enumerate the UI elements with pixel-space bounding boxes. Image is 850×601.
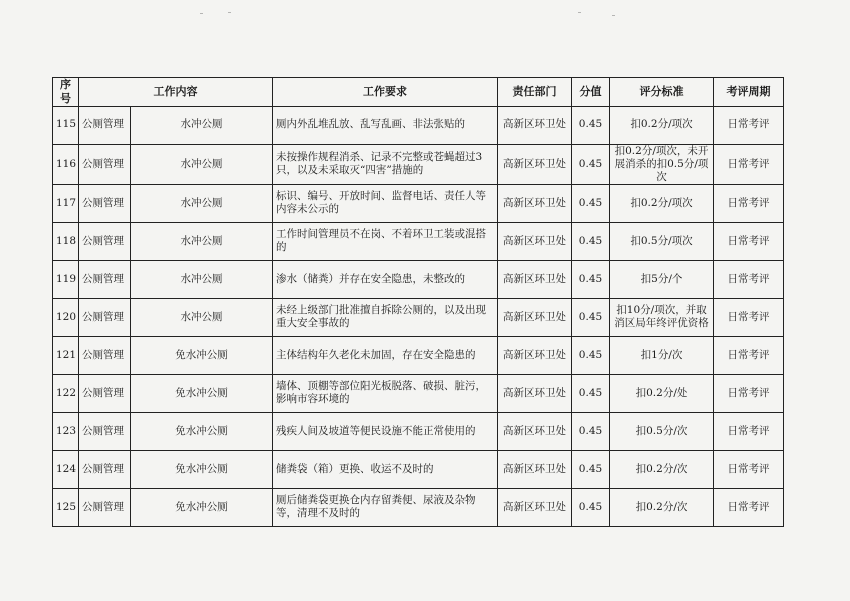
row-cycle: 日常考评 <box>714 374 784 412</box>
row-cycle: 日常考评 <box>714 298 784 336</box>
row-standard: 扣0.2分/项次，未开展消杀的扣0.5分/项次 <box>610 144 714 184</box>
row-subcategory: 水冲公厕 <box>131 144 273 184</box>
row-department: 高新区环卫处 <box>498 106 572 144</box>
row-requirement: 墙体、顶棚等部位阳光板脱落、破损、脏污，影响市容环境的 <box>273 374 498 412</box>
row-department: 高新区环卫处 <box>498 412 572 450</box>
row-number: 115 <box>53 106 79 144</box>
row-category: 公厕管理 <box>79 106 131 144</box>
table-row <box>53 222 784 260</box>
row-requirement: 残疾人间及坡道等便民设施不能正常使用的 <box>273 412 498 450</box>
row-score: 0.45 <box>572 222 610 260</box>
row-department: 高新区环卫处 <box>498 260 572 298</box>
scan-speck <box>228 12 231 13</box>
row-number: 116 <box>53 144 79 184</box>
row-score: 0.45 <box>572 260 610 298</box>
table-row <box>53 412 784 450</box>
row-standard: 扣0.2分/处 <box>610 374 714 412</box>
table-row <box>53 144 784 184</box>
row-standard: 扣0.2分/项次 <box>610 106 714 144</box>
row-subcategory: 免水冲公厕 <box>131 412 273 450</box>
row-subcategory: 水冲公厕 <box>131 222 273 260</box>
row-number: 123 <box>53 412 79 450</box>
row-category: 公厕管理 <box>79 144 131 184</box>
row-score: 0.45 <box>572 336 610 374</box>
row-department: 高新区环卫处 <box>498 222 572 260</box>
header-score: 分值 <box>572 78 610 107</box>
row-department: 高新区环卫处 <box>498 450 572 488</box>
row-department: 高新区环卫处 <box>498 336 572 374</box>
row-standard: 扣0.2分/次 <box>610 450 714 488</box>
table-row <box>53 374 784 412</box>
row-cycle: 日常考评 <box>714 106 784 144</box>
row-category: 公厕管理 <box>79 260 131 298</box>
row-score: 0.45 <box>572 488 610 526</box>
table-row <box>53 106 784 144</box>
row-standard: 扣0.2分/项次 <box>610 184 714 222</box>
row-requirement: 渗水（储粪）并存在安全隐患，未整改的 <box>273 260 498 298</box>
header-department: 责任部门 <box>498 78 572 107</box>
row-standard: 扣0.5分/次 <box>610 412 714 450</box>
row-requirement: 工作时间管理员不在岗、不着环卫工装或混搭的 <box>273 222 498 260</box>
row-category: 公厕管理 <box>79 222 131 260</box>
row-cycle: 日常考评 <box>714 222 784 260</box>
row-cycle: 日常考评 <box>714 336 784 374</box>
row-cycle: 日常考评 <box>714 412 784 450</box>
row-department: 高新区环卫处 <box>498 374 572 412</box>
row-score: 0.45 <box>572 106 610 144</box>
row-number: 121 <box>53 336 79 374</box>
table-row <box>53 336 784 374</box>
table-row <box>53 488 784 526</box>
row-requirement: 主体结构年久老化未加固，存在安全隐患的 <box>273 336 498 374</box>
row-standard: 扣1分/次 <box>610 336 714 374</box>
row-score: 0.45 <box>572 450 610 488</box>
row-standard: 扣10分/项次，并取消区局年终评优资格 <box>610 298 714 336</box>
row-requirement: 厕后储粪袋更换仓内存留粪便、尿液及杂物等，清理不及时的 <box>273 488 498 526</box>
row-number: 120 <box>53 298 79 336</box>
row-subcategory: 水冲公厕 <box>131 260 273 298</box>
row-score: 0.45 <box>572 184 610 222</box>
row-category: 公厕管理 <box>79 184 131 222</box>
row-department: 高新区环卫处 <box>498 298 572 336</box>
table-row <box>53 450 784 488</box>
row-cycle: 日常考评 <box>714 184 784 222</box>
table-row <box>53 298 784 336</box>
row-cycle: 日常考评 <box>714 144 784 184</box>
row-department: 高新区环卫处 <box>498 488 572 526</box>
row-number: 119 <box>53 260 79 298</box>
row-category: 公厕管理 <box>79 450 131 488</box>
scan-speck <box>612 15 615 16</box>
row-number: 117 <box>53 184 79 222</box>
table-header-row <box>53 78 784 107</box>
row-cycle: 日常考评 <box>714 260 784 298</box>
row-category: 公厕管理 <box>79 336 131 374</box>
row-cycle: 日常考评 <box>714 488 784 526</box>
header-num: 序号 <box>53 78 79 107</box>
row-requirement: 未按操作规程消杀、记录不完整或苍蝇超过3只，以及未采取灭“四害”措施的 <box>273 144 498 184</box>
row-score: 0.45 <box>572 374 610 412</box>
row-number: 124 <box>53 450 79 488</box>
row-standard: 扣5分/个 <box>610 260 714 298</box>
row-category: 公厕管理 <box>79 298 131 336</box>
row-requirement: 标识、编号、开放时间、监督电话、责任人等内容未公示的 <box>273 184 498 222</box>
row-cycle: 日常考评 <box>714 450 784 488</box>
row-score: 0.45 <box>572 298 610 336</box>
row-subcategory: 免水冲公厕 <box>131 488 273 526</box>
row-subcategory: 水冲公厕 <box>131 106 273 144</box>
row-subcategory: 免水冲公厕 <box>131 450 273 488</box>
row-requirement: 未经上级部门批准擅自拆除公厕的，以及出现重大安全事故的 <box>273 298 498 336</box>
table-row <box>53 184 784 222</box>
row-category: 公厕管理 <box>79 412 131 450</box>
row-number: 125 <box>53 488 79 526</box>
row-department: 高新区环卫处 <box>498 184 572 222</box>
header-cycle: 考评周期 <box>714 78 784 107</box>
row-score: 0.45 <box>572 412 610 450</box>
header-requirement: 工作要求 <box>273 78 498 107</box>
row-number: 118 <box>53 222 79 260</box>
row-category: 公厕管理 <box>79 488 131 526</box>
row-subcategory: 水冲公厕 <box>131 184 273 222</box>
row-subcategory: 免水冲公厕 <box>131 374 273 412</box>
scan-speck <box>578 12 581 13</box>
row-standard: 扣0.5分/项次 <box>610 222 714 260</box>
row-category: 公厕管理 <box>79 374 131 412</box>
row-score: 0.45 <box>572 144 610 184</box>
row-standard: 扣0.2分/次 <box>610 488 714 526</box>
row-subcategory: 水冲公厕 <box>131 298 273 336</box>
row-number: 122 <box>53 374 79 412</box>
evaluation-table <box>52 77 784 527</box>
header-content: 工作内容 <box>79 78 273 107</box>
table-row <box>53 260 784 298</box>
row-requirement: 储粪袋（箱）更换、收运不及时的 <box>273 450 498 488</box>
header-standard: 评分标准 <box>610 78 714 107</box>
scan-speck <box>200 13 203 14</box>
row-requirement: 厕内外乱堆乱放、乱写乱画、非法张贴的 <box>273 106 498 144</box>
row-subcategory: 免水冲公厕 <box>131 336 273 374</box>
row-department: 高新区环卫处 <box>498 144 572 184</box>
